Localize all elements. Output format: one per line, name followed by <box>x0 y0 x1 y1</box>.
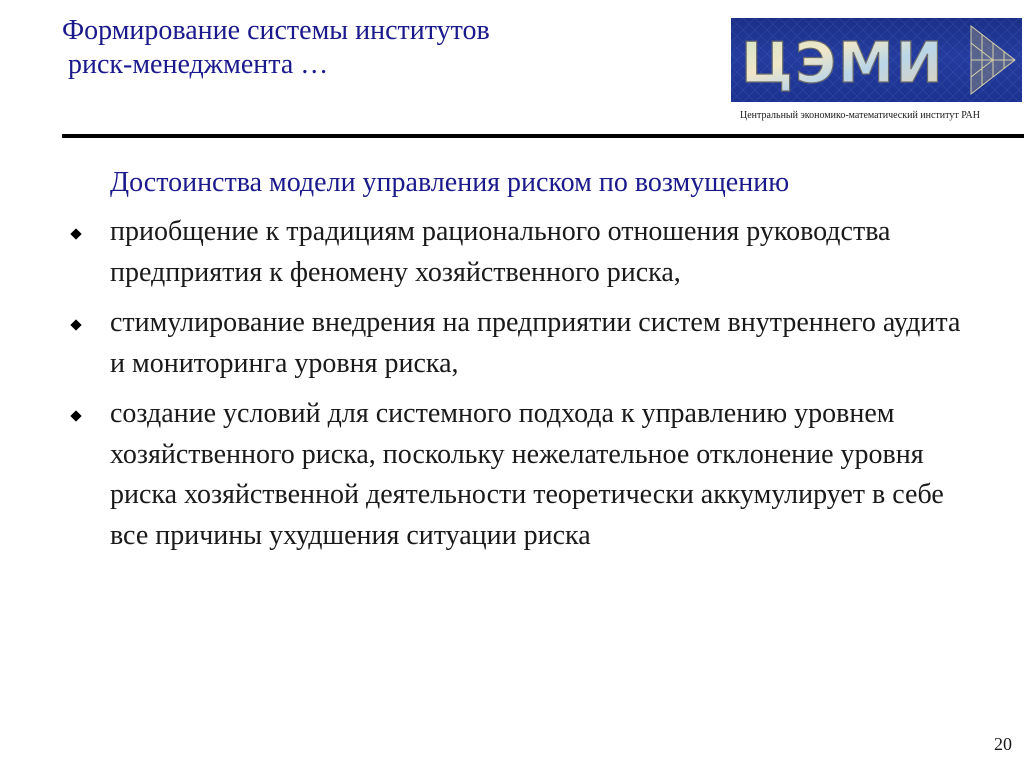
diamond-bullet-icon <box>70 319 81 330</box>
bullet-item-2 <box>70 303 970 384</box>
logo-caption: Центральный экономико-математический институт РАН <box>740 110 980 121</box>
diamond-bullet-icon <box>70 228 81 239</box>
cemi-logo-text: ЦЭМИ <box>741 31 945 96</box>
slide-title-line-1: Формирование системы институтов <box>62 15 490 46</box>
page-number: 20 <box>994 734 1012 754</box>
bullet-text: приобщение к традициям рационального отношения руководства предприятия к феномену хозяйственного риска, <box>110 216 891 288</box>
bullet-text: создание условий для системного подхода к управлению уровнем хозяйственного риска, поскольку нежелательное отклонение уровня риска хозяйственной деятельности теоретически аккумулирует в себе все причины ухудшения ситуации риска <box>110 398 944 551</box>
cemi-logo <box>731 18 1022 102</box>
slide-title <box>62 14 702 82</box>
slide-subheading: Достоинства модели управления риском по возмущению <box>110 167 790 198</box>
bullet-text: стимулирование внедрения на предприятии систем внутреннего аудита и мониторинга уровня риска, <box>110 307 961 379</box>
slide-title-line-2: риск-менеджмента … <box>68 49 329 80</box>
bullet-item-1 <box>70 212 970 293</box>
header-divider <box>62 134 1024 138</box>
cemi-logo-graphic <box>731 18 1022 102</box>
diamond-bullet-icon <box>70 410 81 421</box>
bullet-item-3 <box>70 394 970 556</box>
bullet-list <box>70 212 970 566</box>
